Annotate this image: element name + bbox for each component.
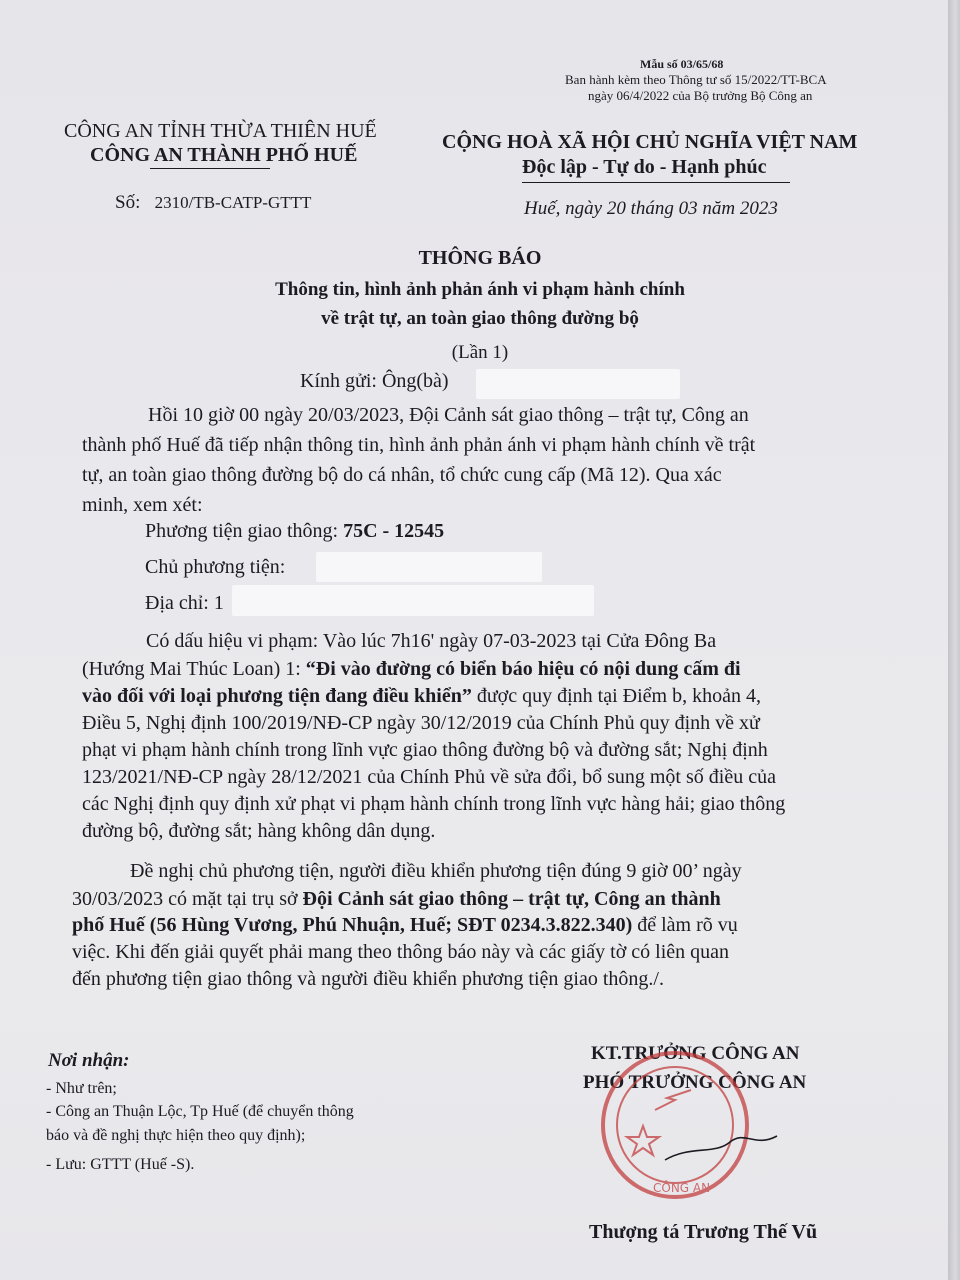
seal-text: CÔNG AN <box>653 1181 711 1195</box>
document-subtitle-2: về trật tự, an toàn giao thông đường bộ <box>321 308 639 329</box>
violation-line-3 <box>82 685 761 708</box>
signer-name: Thượng tá Trương Thế Vũ <box>589 1221 818 1243</box>
document-title: THÔNG BÁO <box>418 247 542 269</box>
document-number-value: 2310/TB-CATP-GTTT <box>154 193 312 212</box>
violation-text-bold-2: vào đối với loại phương tiện đang điều khiển” <box>82 685 472 707</box>
violation-text-bold-1: “Đi vào đường có biển báo hiệu có nội dung cấm đi <box>305 658 741 680</box>
request-line-2 <box>72 888 721 911</box>
vehicle-label: Phương tiện giao thông: <box>145 520 339 542</box>
violation-line-4: Điều 5, Nghị định 100/2019/NĐ-CP ngày 30/12/2019 của Chính Phủ quy định về xử <box>82 712 760 734</box>
agency-name: CÔNG AN THÀNH PHỐ HUẾ <box>90 144 358 166</box>
violation-line-5: phạt vi phạm hành chính trong lĩnh vực giao thông đường bộ và đường sắt; Nghị định <box>82 739 768 761</box>
underlying-page-edge <box>948 0 960 1280</box>
form-number: Mẫu số 03/65/68 <box>640 57 724 71</box>
request-purpose: để làm rõ vụ <box>632 914 738 936</box>
violation-location: (Hướng Mai Thúc Loan) 1: <box>82 658 306 680</box>
signature-title-1: KT.TRƯỞNG CÔNG AN <box>591 1043 800 1064</box>
request-line-1: Đề nghị chủ phương tiện, người điều khiển phương tiện đúng 9 giờ 00’ ngày <box>130 860 742 882</box>
national-title: CỘNG HOÀ XÃ HỘI CHỦ NGHĨA VIỆT NAM <box>442 131 858 153</box>
violation-regulation-ref: được quy định tại Điểm b, khoản 4, <box>471 685 761 707</box>
owner-label: Chủ phương tiện: <box>145 556 286 578</box>
place-date: Huế, ngày 20 tháng 03 năm 2023 <box>524 198 778 219</box>
national-motto: Độc lập - Tự do - Hạnh phúc <box>522 156 767 178</box>
redacted-owner <box>316 552 542 582</box>
motto-underline <box>522 182 790 183</box>
vehicle-row <box>145 520 444 543</box>
intro-line-2: thành phố Huế đã tiếp nhận thông tin, hình ảnh phản ánh vi phạm hành chính về trật <box>82 434 756 456</box>
handwritten-signature <box>665 1136 777 1160</box>
address-row <box>145 592 224 615</box>
request-office-bold-1: Đội Cảnh sát giao thông – trật tự, Công an thành <box>302 888 721 910</box>
request-office-bold-2: phố Huế (56 Hùng Vương, Phú Nhuận, Huế; SĐT 0234.3.822.340) <box>72 914 633 936</box>
document-subtitle-1: Thông tin, hình ảnh phản ánh vi phạm hành chính <box>275 279 685 300</box>
intro-line-4: minh, xem xét: <box>82 494 203 516</box>
intro-line-3: tự, an toàn giao thông đường bộ do cá nhân, tổ chức cung cấp (Mã 12). Qua xác <box>82 464 722 486</box>
address-partial: 1 <box>213 592 224 614</box>
request-line-3 <box>72 914 738 937</box>
agency-parent: CÔNG AN TỈNH THỪA THIÊN HUẾ <box>64 120 377 142</box>
official-seal <box>595 1040 785 1210</box>
request-date: 30/03/2023 có mặt tại trụ sở <box>72 888 303 910</box>
redacted-addressee <box>476 369 680 399</box>
violation-line-1: Có dấu hiệu vi phạm: Vào lúc 7h16' ngày 07-03-2023 tại Cửa Đông Ba <box>146 630 717 652</box>
addressee: Kính gửi: Ông(bà) <box>300 370 449 392</box>
recipients-label: Nơi nhận: <box>48 1050 130 1071</box>
violation-line-7: các Nghị định quy định xử phạt vi phạm hành chính trong lĩnh vực hàng hải; giao thông <box>82 793 786 815</box>
request-line-5: đến phương tiện giao thông và người điều khiển phương tiện giao thông./. <box>72 968 664 990</box>
address-label: Địa chỉ: <box>145 592 209 614</box>
recipient-item-3: báo và đề nghị thực hiện theo quy định); <box>46 1127 306 1144</box>
recipient-item-2: - Công an Thuận Lộc, Tp Huế (để chuyển thông <box>46 1103 354 1120</box>
request-line-4: việc. Khi đến giải quyết phải mang theo thông báo này và các giấy tờ có liên quan <box>72 941 730 963</box>
notice-count: (Lần 1) <box>451 342 509 363</box>
document-number-label: Số: <box>115 192 141 213</box>
violation-line-6: 123/2021/NĐ-CP ngày 28/12/2021 của Chính Phủ về sửa đổi, bổ sung một số điều của <box>82 766 776 788</box>
agency-underline <box>150 168 270 169</box>
recipient-item-1: - Như trên; <box>46 1080 117 1097</box>
violation-line-8: đường bộ, đường sắt; hàng không dân dụng. <box>82 820 436 842</box>
form-issued-with: Ban hành kèm theo Thông tư số 15/2022/TT-BCA <box>565 72 827 87</box>
vehicle-plate: 75C - 12545 <box>343 520 445 542</box>
violation-line-2 <box>82 658 741 681</box>
recipient-item-4: - Lưu: GTTT (Huế -S). <box>46 1156 195 1173</box>
intro-line-1: Hồi 10 giờ 00 ngày 20/03/2023, Đội Cảnh sát giao thông – trật tự, Công an <box>148 404 749 426</box>
document-number <box>115 192 311 214</box>
form-issued-date: ngày 06/4/2022 của Bộ trưởng Bộ Công an <box>588 88 813 103</box>
redacted-address <box>232 585 594 616</box>
signature-title-2: PHÓ TRƯỞNG CÔNG AN <box>583 1072 807 1093</box>
